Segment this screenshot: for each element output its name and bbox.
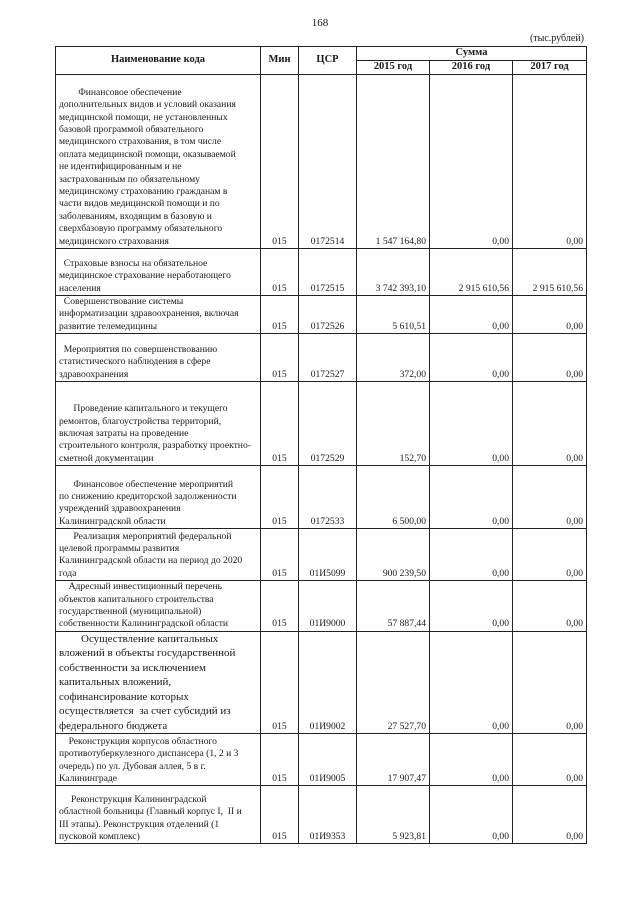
row-amount-2016: 0,00 bbox=[430, 334, 513, 382]
row-amount-2015: 5 610,51 bbox=[357, 296, 430, 334]
budget-table bbox=[55, 46, 587, 844]
row-csr: 0172533 bbox=[299, 466, 357, 529]
row-name: Проведение капитального и текущего ремонтов, благоустройства территорий, включая затраты на проведение строительного контроля, разработку проектно- сметной документации bbox=[56, 382, 261, 466]
row-amount-2017: 0,00 bbox=[513, 296, 587, 334]
row-min: 015 bbox=[261, 631, 299, 734]
col-header-name: Наименование кода bbox=[56, 47, 261, 75]
row-amount-2015: 152,70 bbox=[357, 382, 430, 466]
row-min: 015 bbox=[261, 296, 299, 334]
row-min: 015 bbox=[261, 529, 299, 581]
row-name: Реконструкция Калининградской областной больницы (Главный корпус I, II и III этапы). Реконструкция отделений (1 пусковой комплекс) bbox=[56, 786, 261, 844]
col-header-sum: Сумма bbox=[357, 47, 587, 61]
row-amount-2015: 5 923,81 bbox=[357, 786, 430, 844]
row-amount-2016: 0,00 bbox=[430, 529, 513, 581]
row-amount-2016: 0,00 bbox=[430, 786, 513, 844]
row-amount-2017: 0,00 bbox=[513, 466, 587, 529]
row-amount-2017: 2 915 610,56 bbox=[513, 249, 587, 296]
table-row bbox=[56, 334, 587, 382]
row-amount-2015: 372,00 bbox=[357, 334, 430, 382]
row-amount-2017: 0,00 bbox=[513, 581, 587, 632]
row-csr: 0172527 bbox=[299, 334, 357, 382]
table-row bbox=[56, 734, 587, 786]
row-min: 015 bbox=[261, 786, 299, 844]
row-amount-2016: 0,00 bbox=[430, 75, 513, 249]
row-amount-2015: 57 887,44 bbox=[357, 581, 430, 632]
row-min: 015 bbox=[261, 581, 299, 632]
col-header-2016: 2016 год bbox=[430, 61, 513, 75]
row-amount-2016: 0,00 bbox=[430, 466, 513, 529]
row-amount-2017: 0,00 bbox=[513, 631, 587, 734]
row-name: Страховые взносы на обязательное медицинское страхование неработающего населения bbox=[56, 249, 261, 296]
col-header-2017: 2017 год bbox=[513, 61, 587, 75]
row-csr: 01И5099 bbox=[299, 529, 357, 581]
row-csr: 0172529 bbox=[299, 382, 357, 466]
table-row bbox=[56, 786, 587, 844]
table-row bbox=[56, 581, 587, 632]
row-name: Осуществление капитальных вложений в объекты государственной собственности за исключением капитальных вложений, софинансирование которых осуществляется за счет субсидий из федерального бюджета bbox=[56, 631, 261, 734]
table-row bbox=[56, 529, 587, 581]
row-name: Реализация мероприятий федеральной целевой программы развития Калининградской области на период до 2020 года bbox=[56, 529, 261, 581]
row-csr: 0172526 bbox=[299, 296, 357, 334]
row-amount-2017: 0,00 bbox=[513, 382, 587, 466]
row-amount-2017: 0,00 bbox=[513, 529, 587, 581]
row-csr: 01И9005 bbox=[299, 734, 357, 786]
row-min: 015 bbox=[261, 249, 299, 296]
row-amount-2016: 0,00 bbox=[430, 581, 513, 632]
row-min: 015 bbox=[261, 734, 299, 786]
row-name: Реконструкция корпусов областного противотуберкулезного диспансера (1, 2 и 3 очередь) по ул. Дубовая аллея, 5 в г. Калининграде bbox=[56, 734, 261, 786]
row-min: 015 bbox=[261, 334, 299, 382]
row-amount-2015: 17 907,47 bbox=[357, 734, 430, 786]
row-amount-2017: 0,00 bbox=[513, 786, 587, 844]
row-amount-2016: 0,00 bbox=[430, 382, 513, 466]
row-amount-2016: 2 915 610,56 bbox=[430, 249, 513, 296]
col-header-2015: 2015 год bbox=[357, 61, 430, 75]
row-csr: 0172515 bbox=[299, 249, 357, 296]
row-min: 015 bbox=[261, 382, 299, 466]
table-row bbox=[56, 631, 587, 734]
row-amount-2017: 0,00 bbox=[513, 334, 587, 382]
row-csr: 01И9353 bbox=[299, 786, 357, 844]
units-label: (тыс.рублей) bbox=[529, 33, 584, 44]
table-row bbox=[56, 75, 587, 249]
row-name: Мероприятия по совершенствованию статистического наблюдения в сфере здравоохранения bbox=[56, 334, 261, 382]
table-row bbox=[56, 296, 587, 334]
row-amount-2016: 0,00 bbox=[430, 296, 513, 334]
row-name: Адресный инвестиционный перечень объектов капитального строительства государственной (муниципальной) собственности Калининградской области bbox=[56, 581, 261, 632]
col-header-min: Мин bbox=[261, 47, 299, 75]
row-csr: 01И9002 bbox=[299, 631, 357, 734]
row-amount-2017: 0,00 bbox=[513, 734, 587, 786]
row-amount-2015: 3 742 393,10 bbox=[357, 249, 430, 296]
row-csr: 01И9000 bbox=[299, 581, 357, 632]
table-row bbox=[56, 466, 587, 529]
row-name: Совершенствование системы информатизации здравоохранения, включая развитие телемедицины bbox=[56, 296, 261, 334]
row-name: Финансовое обеспечение дополнительных видов и условий оказания медицинской помощи, не установленных базовой программой обязательного медицинского страхования, в том числе оплата медицинской помощи, оказываемой не идентифицированным и не застрахованным по обязательному медицинскому страхованию гражданам в части видов медицинской помощи и по заболеваниям, входящим в базовую и сверхбазовую программу обязательного медицинского страхования bbox=[56, 75, 261, 249]
row-amount-2016: 0,00 bbox=[430, 631, 513, 734]
row-amount-2015: 1 547 164,80 bbox=[357, 75, 430, 249]
row-min: 015 bbox=[261, 466, 299, 529]
row-min: 015 bbox=[261, 75, 299, 249]
page-number: 168 bbox=[311, 17, 329, 29]
row-amount-2015: 27 527,70 bbox=[357, 631, 430, 734]
row-amount-2016: 0,00 bbox=[430, 734, 513, 786]
row-amount-2015: 6 500,00 bbox=[357, 466, 430, 529]
table-row bbox=[56, 382, 587, 466]
row-amount-2017: 0,00 bbox=[513, 75, 587, 249]
col-header-csr: ЦСР bbox=[299, 47, 357, 75]
row-name: Финансовое обеспечение мероприятий по снижению кредиторской задолженности учреждений здравоохранения Калининградской области bbox=[56, 466, 261, 529]
row-amount-2015: 900 239,50 bbox=[357, 529, 430, 581]
row-csr: 0172514 bbox=[299, 75, 357, 249]
table-row bbox=[56, 249, 587, 296]
